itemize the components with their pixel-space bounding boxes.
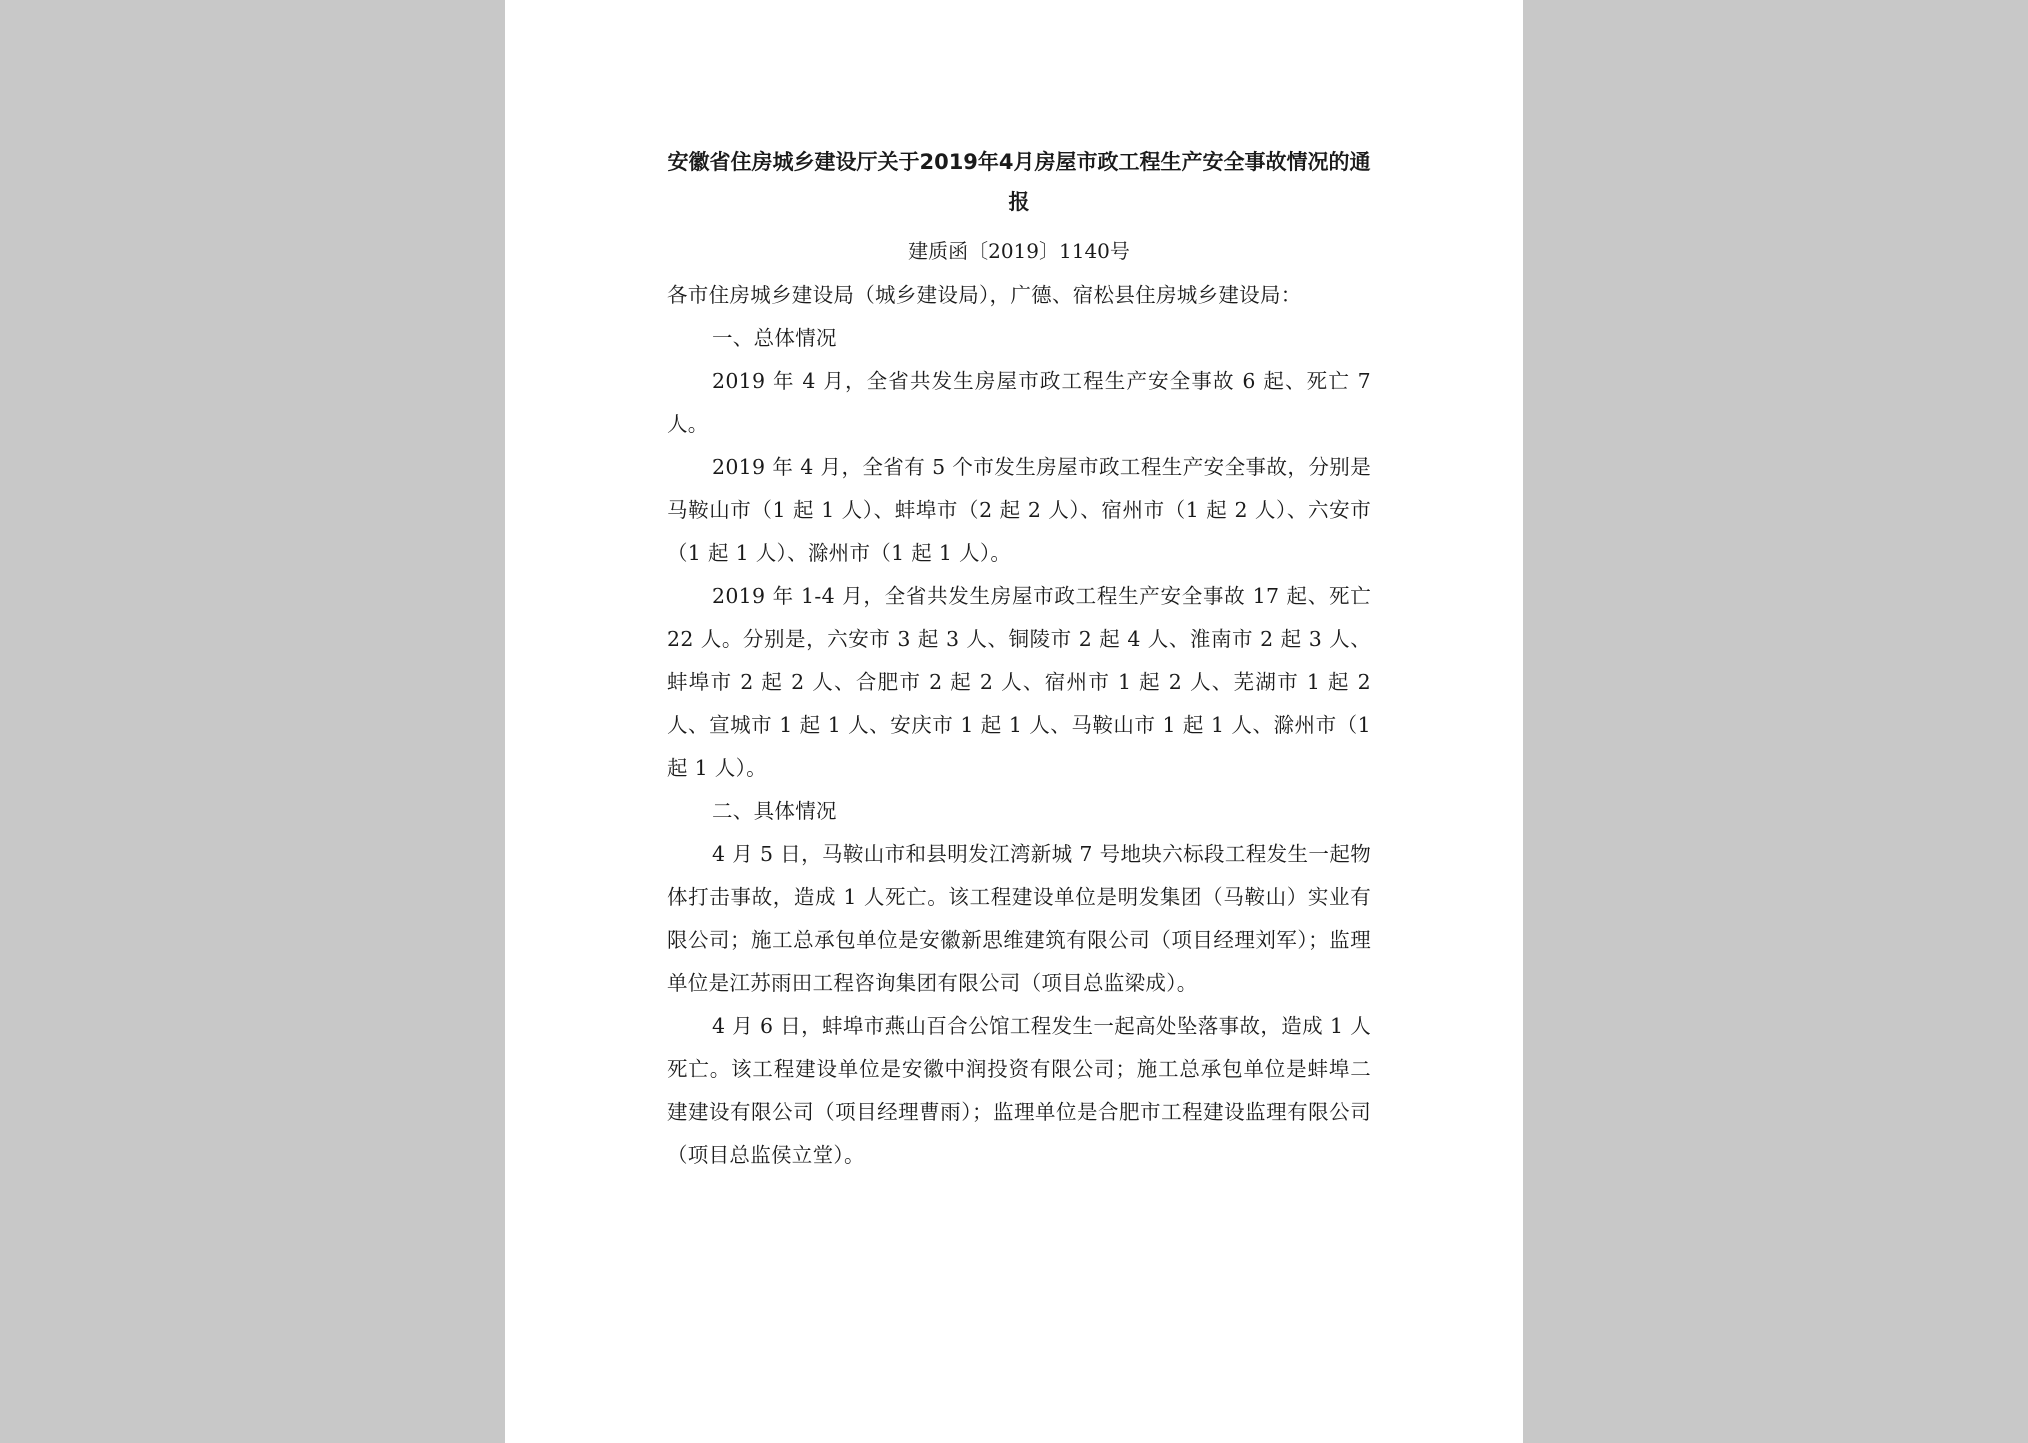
- paragraph: 4 月 5 日，马鞍山市和县明发江湾新城 7 号地块六标段工程发生一起物体打击事故，造成 1 人死亡。该工程建设单位是明发集团（马鞍山）实业有限公司；施工总承包单位是安徽新思维建筑有限公司（项目经理刘军）；监理单位是江苏雨田工程咨询集团有限公司（项目总监梁成）。: [667, 842, 1371, 995]
- paragraph: 2019 年 4 月，全省有 5 个市发生房屋市政工程生产安全事故，分别是马鞍山市（1 起 1 人）、蚌埠市（2 起 2 人）、宿州市（1 起 2 人）、六安市（1 起 1 人）、滁州市（1 起 1 人）。: [667, 455, 1371, 565]
- document-number: 建质函〔2019〕1140号: [908, 239, 1130, 263]
- section-heading-details: 二、具体情况: [712, 799, 837, 823]
- paragraph: 4 月 6 日，蚌埠市燕山百合公馆工程发生一起高处坠落事故，造成 1 人死亡。该工程建设单位是安徽中润投资有限公司；施工总承包单位是蚌埠二建建设有限公司（项目经理曹雨）；监理单位是合肥市工程建设监理有限公司（项目总监侯立堂）。: [667, 1014, 1371, 1167]
- document-content: [667, 142, 1371, 1177]
- document-page: [505, 0, 1523, 1443]
- section-heading-overall: 一、总体情况: [712, 326, 837, 350]
- salutation: 各市住房城乡建设局（城乡建设局），广德、宿松县住房城乡建设局：: [667, 283, 1302, 307]
- document-title: 安徽省住房城乡建设厅关于2019年4月房屋市政工程生产安全事故情况的通报: [667, 150, 1371, 214]
- paragraph: 2019 年 4 月，全省共发生房屋市政工程生产安全事故 6 起、死亡 7 人。: [667, 369, 1371, 436]
- paragraph: 2019 年 1-4 月，全省共发生房屋市政工程生产安全事故 17 起、死亡 22 人。分别是，六安市 3 起 3 人、铜陵市 2 起 4 人、淮南市 2 起 3 人、蚌埠市 2 起 2 人、合肥市 2 起 2 人、宿州市 1 起 2 人、芜湖市 1 起 2 人、宣城市 1 起 1 人、安庆市 1 起 1 人、马鞍山市 1 起 1 人、滁州市（1 起 1 人）。: [667, 584, 1371, 780]
